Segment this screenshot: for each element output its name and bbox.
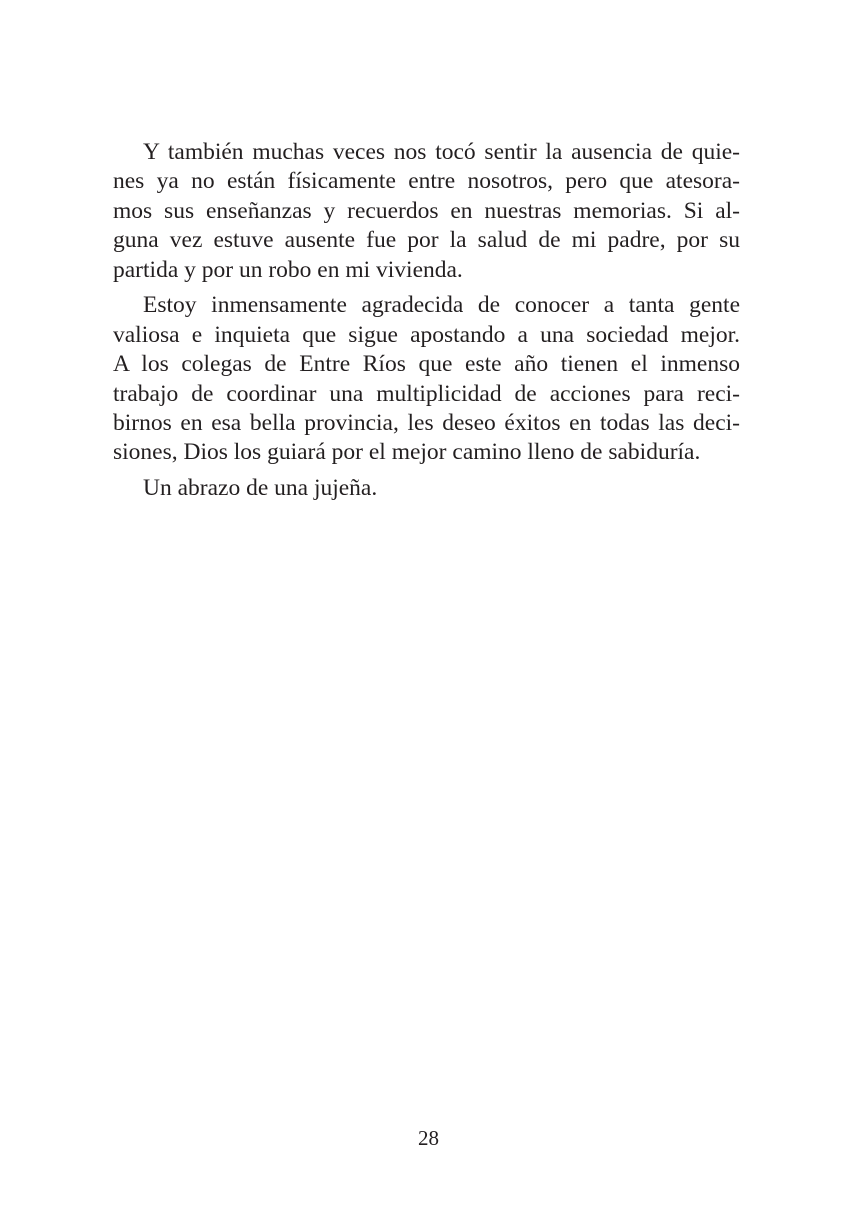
paragraph-closing [113,474,740,503]
text-line: Estoy inmensamente agradecida de conocer a tanta gente [143,292,740,319]
text-line: Un abrazo de una jujeña. [143,475,378,502]
text-line: trabajo de coordinar una multiplicidad de acciones para reci- [113,380,740,407]
text-line: mos sus enseñanzas y recuerdos en nuestras memorias. Si al- [113,197,740,224]
text-line: Y también muchas veces nos tocó sentir la ausencia de quie- [143,139,740,165]
page-number: 28 [418,1126,439,1150]
page-body [113,138,740,510]
paragraph-absence [113,138,740,285]
text-line: siones, Dios los guiará por el mejor camino lleno de sabiduría. [113,439,701,466]
text-line: nes ya no están físicamente entre nosotros, pero que atesora- [113,168,740,195]
text-line: A los colegas de Entre Ríos que este año tienen el inmenso [113,351,740,378]
text-line: partida y por un robo en mi vivienda. [113,256,463,283]
text-line: guna vez estuve ausente fue por la salud de mi padre, por su [113,227,740,254]
text-line: valiosa e inquieta que sigue apostando a una sociedad mejor. [113,321,740,348]
text-line: birnos en esa bella provincia, les deseo éxitos en todas las deci- [113,410,740,437]
paragraph-gratitude [113,291,740,467]
